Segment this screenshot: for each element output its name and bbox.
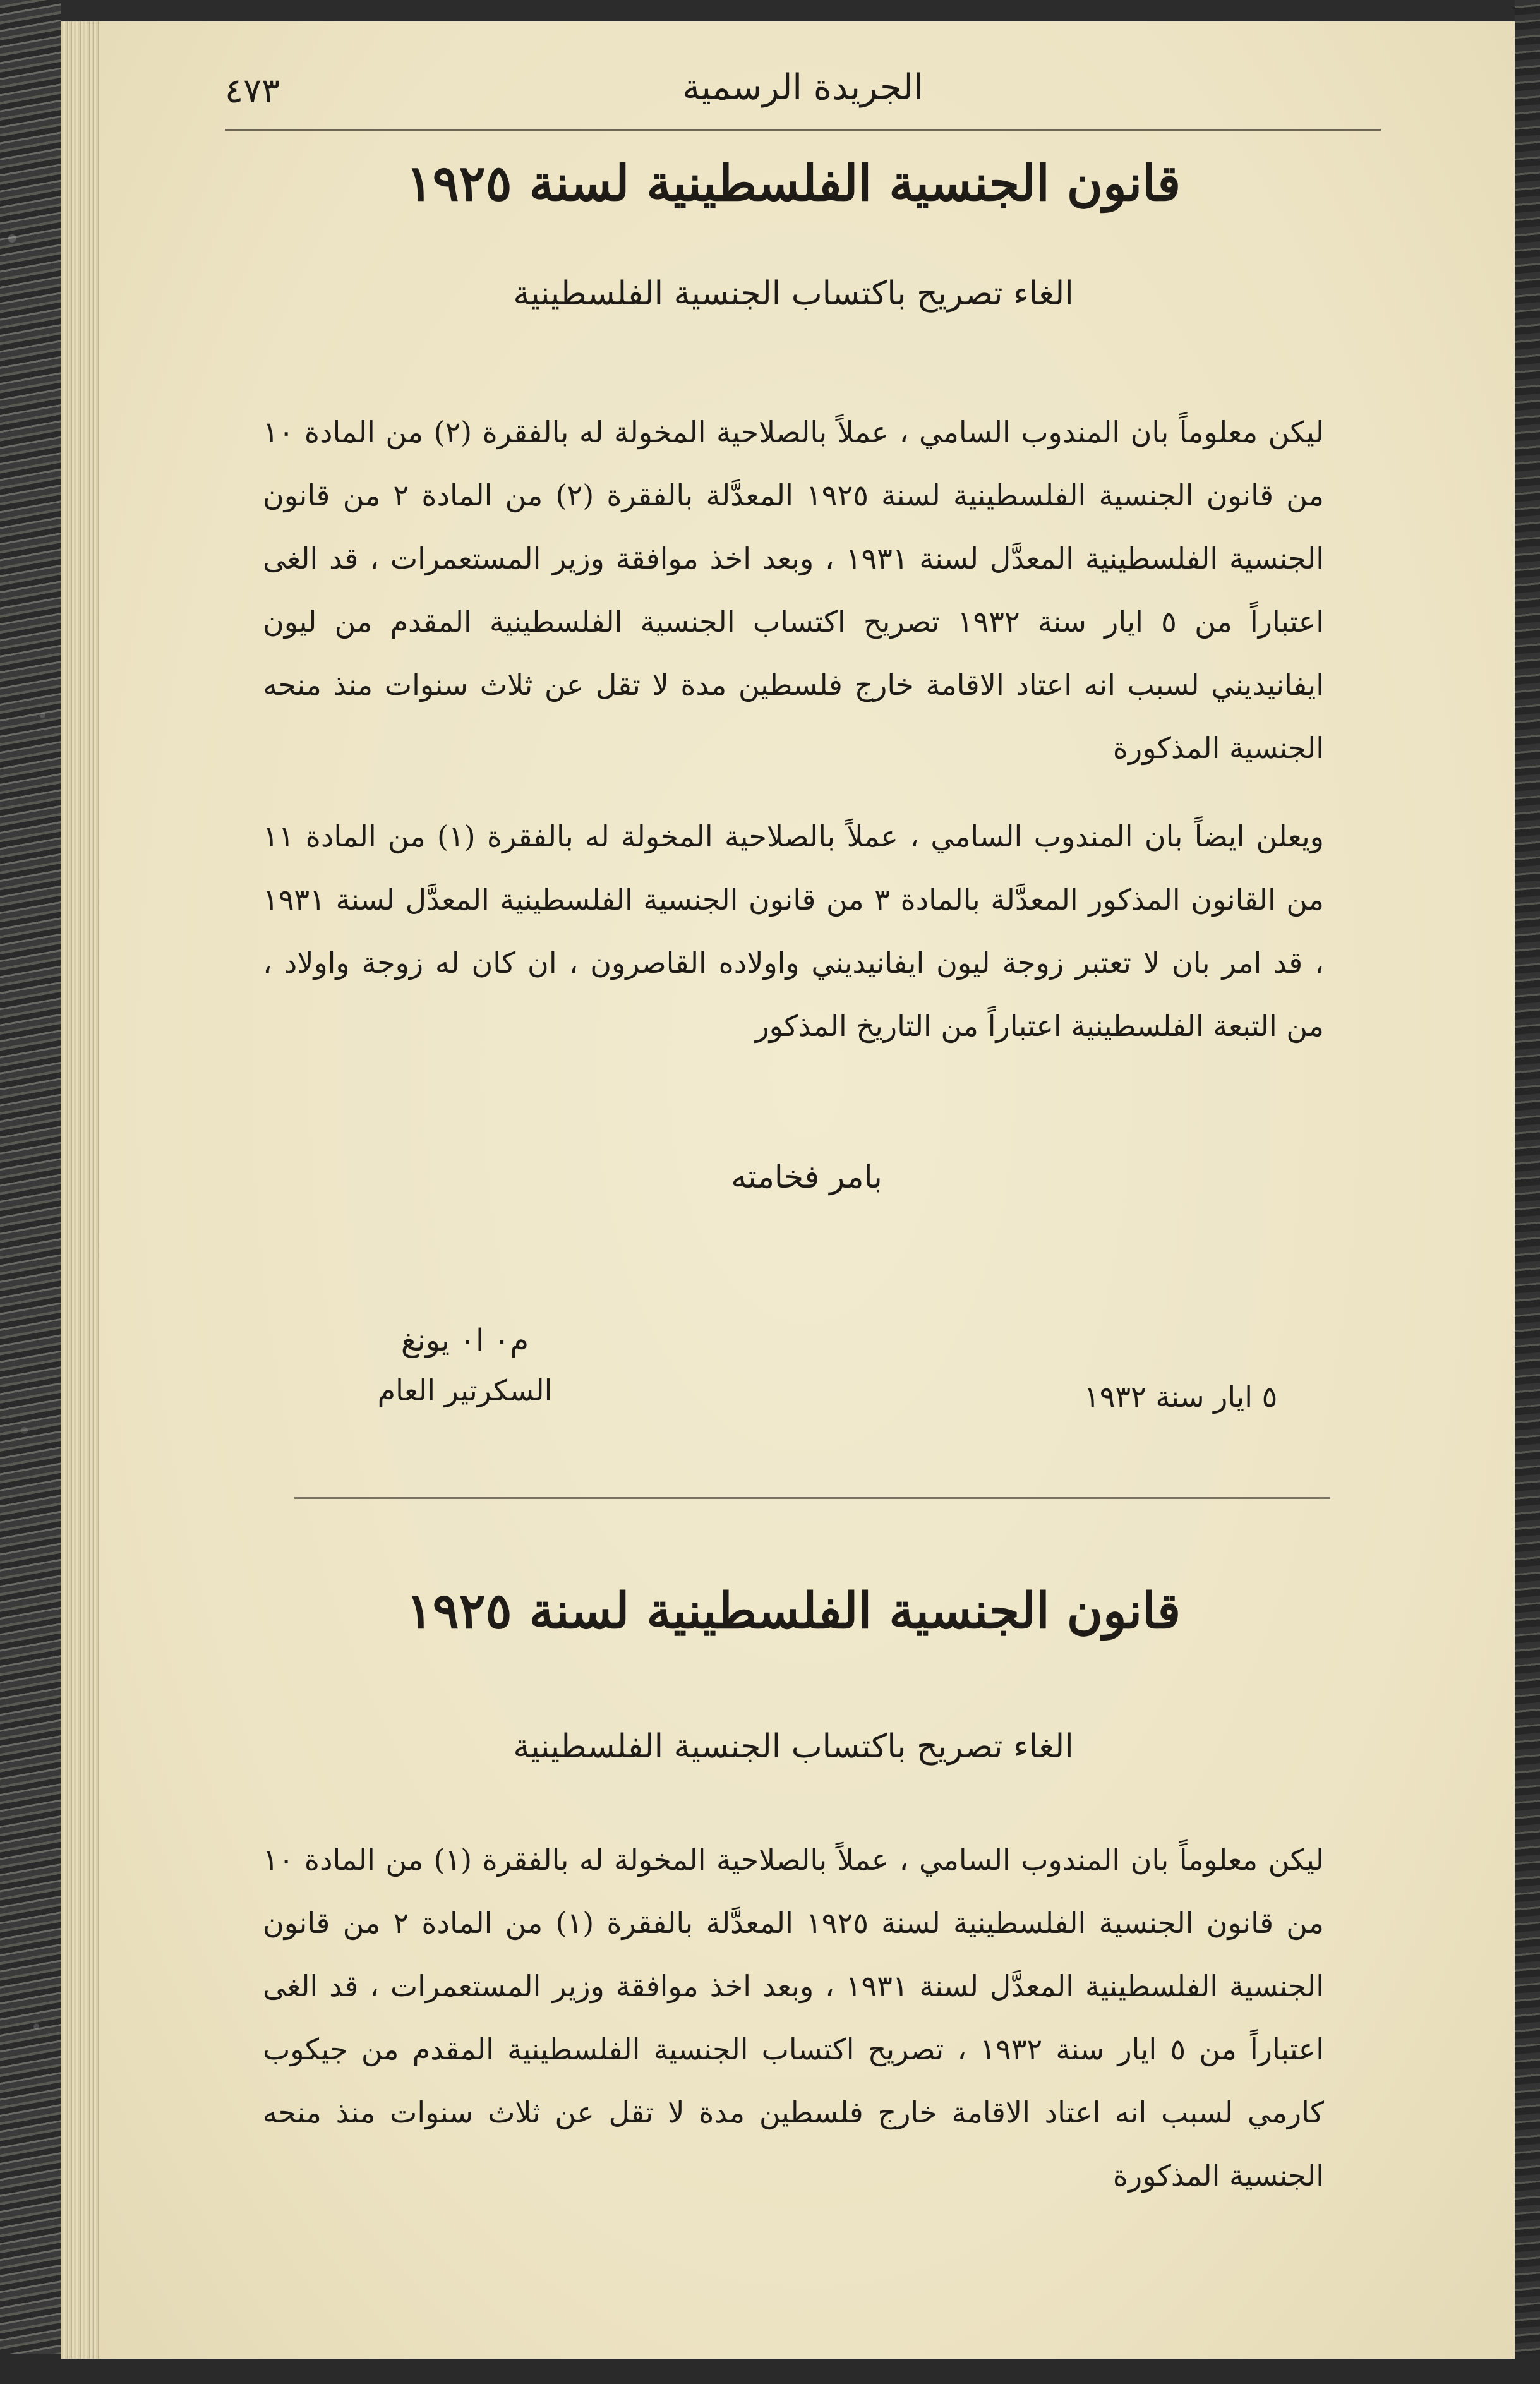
notice-2-body-1 [263, 1828, 1324, 2207]
book-cover-right [1515, 0, 1540, 2384]
notice-2-title: قانون الجنسية الفلسطينية لسنة ١٩٢٥ [406, 1582, 1181, 1640]
notice-1-title: قانون الجنسية الفلسطينية لسنة ١٩٢٥ [406, 155, 1181, 212]
gazette-name: الجريدة الرسمية [682, 67, 923, 108]
notice-1-signatory-title: السكرتير العام [377, 1373, 553, 1407]
notice-1-paragraph-1: ليكن معلوماً بان المندوب السامي ، عملاً بالصلاحية المخولة له بالفقرة (٢) من المادة ١٠ من قانون الجنسية الفلسطينية لسنة ١٩٢٥ المعدَّلة بالفقرة (٢) من المادة ٢ من قانون الجنسية الفلسطينية المعدَّل لسنة ١٩٣١ ، وبعد اخذ موافقة وزير المستعمرات ، قد الغى اعتباراً من ٥ ايار سنة ١٩٣٢ تصريح اكتساب الجنسية الفلسطينية المقدم من ليون ايفانيديني لسبب انه اعتاد الاقامة خارج فلسطين مدة لا تقل عن ثلاث سنوات منذ منحه الجنسية المذكورة [263, 415, 1324, 765]
page-number: ٤٧٣ [225, 71, 280, 111]
notice-1-subtitle: الغاء تصريح باكتساب الجنسية الفلسطينية [513, 275, 1074, 313]
page-header [225, 58, 1381, 121]
notice-1-body-2 [263, 805, 1324, 1057]
header-rule [225, 129, 1381, 131]
page-edges [61, 21, 99, 2359]
notice-2-paragraph-1: ليكن معلوماً بان المندوب السامي ، عملاً بالصلاحية المخولة له بالفقرة (١) من المادة ١٠ من قانون الجنسية الفلسطينية لسنة ١٩٢٥ المعدَّلة بالفقرة (١) من المادة ٢ من قانون الجنسية الفلسطينية المعدَّل لسنة ١٩٣١ ، وبعد اخذ موافقة وزير المستعمرات ، قد الغى اعتباراً من ٥ ايار سنة ١٩٣٢ ، تصريح اكتساب الجنسية الفلسطينية المقدم من جيكوب كارمي لسبب انه اعتاد الاقامة خارج فلسطين مدة لا تقل عن ثلاث سنوات منذ منحه الجنسية المذكورة [263, 1843, 1324, 2193]
notice-1-signatory-name: م٠ ا٠ يونغ [400, 1323, 529, 1358]
notice-1-signoff: بامر فخامته [731, 1159, 882, 1195]
notice-separator [294, 1497, 1330, 1499]
notice-1-date: ٥ ايار سنة ١٩٣٢ [1084, 1380, 1278, 1414]
book-cover-left [0, 0, 61, 2384]
notice-1-body-1 [263, 400, 1324, 780]
notice-1-subheading [263, 274, 1324, 313]
notice-2-subheading [263, 1727, 1324, 1766]
notice-1-paragraph-2: ويعلن ايضاً بان المندوب السامي ، عملاً بالصلاحية المخولة له بالفقرة (١) من المادة ١١ من القانون المذكور المعدَّلة بالمادة ٣ من قانون الجنسية الفلسطينية المعدَّل لسنة ١٩٣١ ، قد امر بان لا تعتبر زوجة ليون ايفانيديني واولاده القاصرون ، ان كان له زوجة واولاد ، من التبعة الفلسطينية اعتباراً من التاريخ المذكور [263, 819, 1324, 1043]
notice-1-heading [263, 154, 1324, 214]
gazette-page [99, 21, 1515, 2359]
notice-2-subtitle: الغاء تصريح باكتساب الجنسية الفلسطينية [513, 1728, 1074, 1766]
notice-2-heading [263, 1582, 1324, 1641]
